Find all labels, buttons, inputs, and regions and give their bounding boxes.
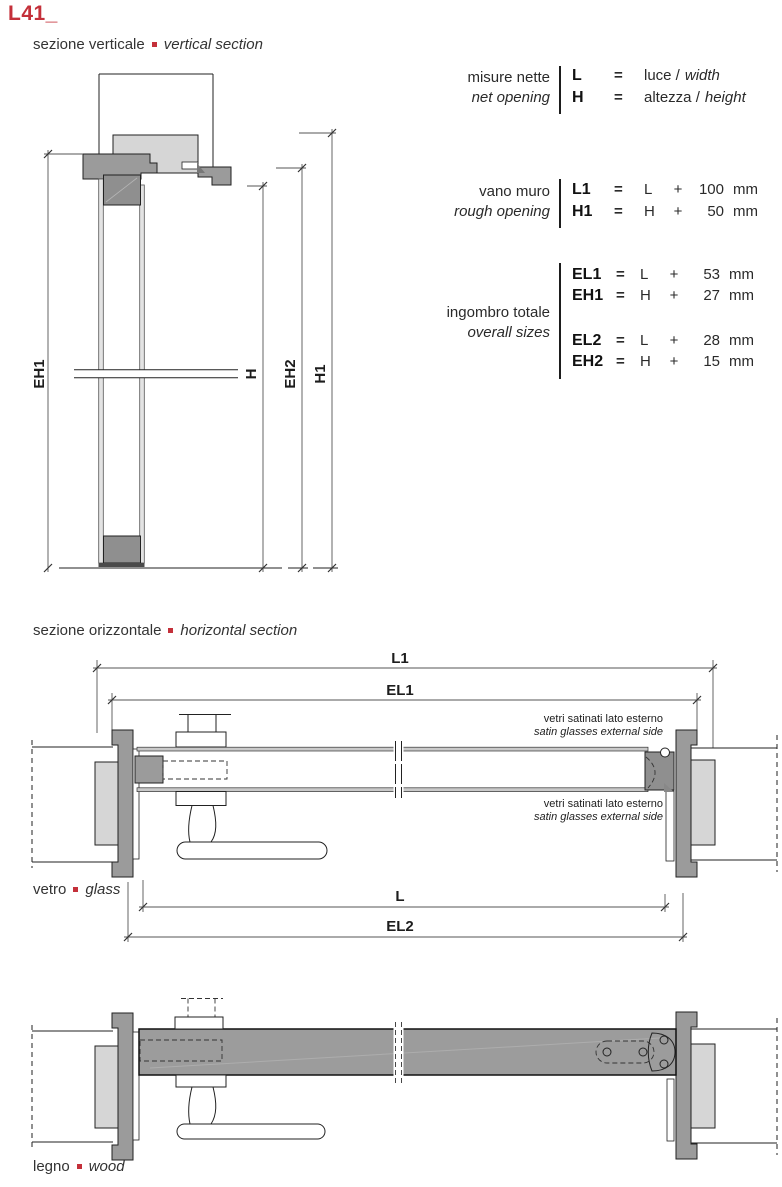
glass-variant-label-en: glass [85,881,121,898]
handle-rose-top [176,732,226,747]
add: 50 [707,203,724,220]
handle-rose-bottom [176,1075,226,1087]
horizontal-section-wood-drawing [25,985,782,1165]
door-handle [176,715,327,860]
table-row [572,287,754,308]
plus: + [669,287,679,304]
table-row [572,203,758,225]
handle-lever [177,842,327,859]
value-it: luce / [644,67,680,84]
add: 15 [703,353,720,370]
equals: = [616,332,625,349]
wood-variant-label-en: wood [88,1158,125,1175]
dim-label-l1: L1 [391,650,409,667]
head-frame-right [198,167,231,185]
table-overall-rows-a [572,266,754,308]
table-row [572,353,754,374]
symbol: EH1 [572,287,604,304]
table-row [572,181,758,203]
dimension-h [243,182,267,572]
equals: = [614,67,623,84]
dim-label-eh2: EH2 [282,359,299,389]
break-gap [74,370,238,378]
value-en: height [704,89,746,106]
unit: mm [729,332,754,349]
equals: = [614,181,623,198]
jamb-stop-strip [133,1032,139,1140]
value-it: altezza / [644,89,700,106]
horizontal-section-label-it: sezione orizzontale [33,622,162,639]
dimension-el2 [124,882,687,942]
table-net-label-it: misure nette [467,69,550,86]
base: H [640,287,651,304]
table-row [572,67,746,89]
symbol: EL1 [572,266,602,283]
unit: mm [733,203,758,220]
table-rough-rows [572,181,758,225]
handle-rose-top [175,1017,223,1029]
handle-lever [177,1124,325,1139]
glass-variant-label [33,881,120,898]
table-overall-divider [559,263,561,379]
dim-label-h1: H1 [312,364,329,384]
table-row [572,266,754,287]
equals: = [616,266,625,283]
table-overall-label [415,303,550,343]
pivot-hinge [645,748,674,792]
symbol: H [572,89,584,106]
wall-finish-panel [689,1044,715,1128]
wood-slab [139,1029,676,1075]
wall-finish-panel [689,760,715,845]
jamb-stop-strip [667,1079,674,1141]
table-row [572,89,746,111]
bullet-separator [152,42,157,47]
horizontal-section-label [33,622,297,639]
table-row [572,332,754,353]
annotation-top-en: satin glasses external side [533,726,663,738]
lock-body [135,756,163,783]
table-overall-rows-b [572,332,754,374]
jamb-stop-strip [666,791,674,861]
annotations [534,713,663,823]
table-rough-label [420,182,550,222]
plus: + [669,266,679,283]
glass-variant-label-it: vetro [33,881,67,898]
equals: = [614,203,623,220]
table-rough-label-en: rough opening [454,203,550,220]
unit: mm [729,266,754,283]
plus: + [673,203,683,220]
horizontal-section-label-en: horizontal section [180,622,298,639]
value-en: width [684,67,720,84]
symbol: L [572,67,582,84]
table-net-divider [559,66,561,114]
vertical-section-drawing [28,60,350,588]
add: 28 [703,332,720,349]
vertical-section-label-it: sezione verticale [33,36,145,53]
glass-pane-top [137,747,648,751]
vertical-section-label [33,36,263,53]
table-rough-divider [559,179,561,228]
annotation-bottom-en: satin glasses external side [533,811,663,823]
table-net-rows [572,67,746,111]
base: L [644,181,653,198]
add: 100 [698,181,724,198]
add: 53 [703,266,720,283]
plus: + [673,181,683,198]
dim-label-h: H [243,368,260,380]
page-title: L41_ [8,2,58,25]
plus: + [669,353,679,370]
table-net-label [420,68,550,108]
symbol: H1 [572,203,593,220]
dimension-eh1 [31,150,83,572]
unit: mm [733,181,758,198]
table-overall-label-it: ingombro totale [446,304,550,321]
handle-rose-bottom [176,792,226,806]
plus: + [669,332,679,349]
base: H [640,353,651,370]
pivot-pin [661,748,670,757]
bullet-separator [73,887,78,892]
annotation-top-it: vetri satinati lato esterno [543,713,663,725]
hinge-block [645,752,674,790]
symbol: EH2 [572,353,604,370]
glass-door-leaf [135,739,648,799]
right-wall [689,1018,777,1155]
bullet-separator [77,1164,82,1169]
base: L [640,266,649,283]
base: L [640,332,649,349]
wood-variant-label [33,1158,125,1175]
latch-keeper [182,162,198,169]
base: H [644,203,655,220]
equals: = [616,287,625,304]
table-overall-label-en: overall sizes [467,324,550,341]
dim-label-eh1: EH1 [31,359,48,389]
bottom-seal [99,563,145,567]
annotation-bottom-it: vetri satinati lato esterno [543,798,663,810]
dimension-eh2 [276,164,306,572]
table-net-label-en: net opening [471,89,550,106]
equals: = [614,89,623,106]
right-wall [689,735,777,872]
dim-label-el1: EL1 [386,682,414,699]
bullet-separator [168,628,173,633]
wood-variant-label-it: legno [33,1158,70,1175]
symbol: L1 [572,181,591,198]
table-rough-label-it: vano muro [479,183,550,200]
horizontal-section-glass-drawing [25,648,782,950]
dim-label-l: L [395,888,405,905]
dimension-l [139,880,669,912]
unit: mm [729,287,754,304]
door-leaf-vertical [74,175,238,567]
dim-label-el2: EL2 [386,918,414,935]
lock-latch-dashed [163,761,227,779]
unit: mm [729,353,754,370]
vertical-section-label-en: vertical section [163,36,263,53]
equals: = [616,353,625,370]
dimension-h1 [299,129,336,572]
symbol: EL2 [572,332,602,349]
break-gap [394,1021,404,1083]
bottom-rail [104,536,141,563]
add: 27 [703,287,720,304]
